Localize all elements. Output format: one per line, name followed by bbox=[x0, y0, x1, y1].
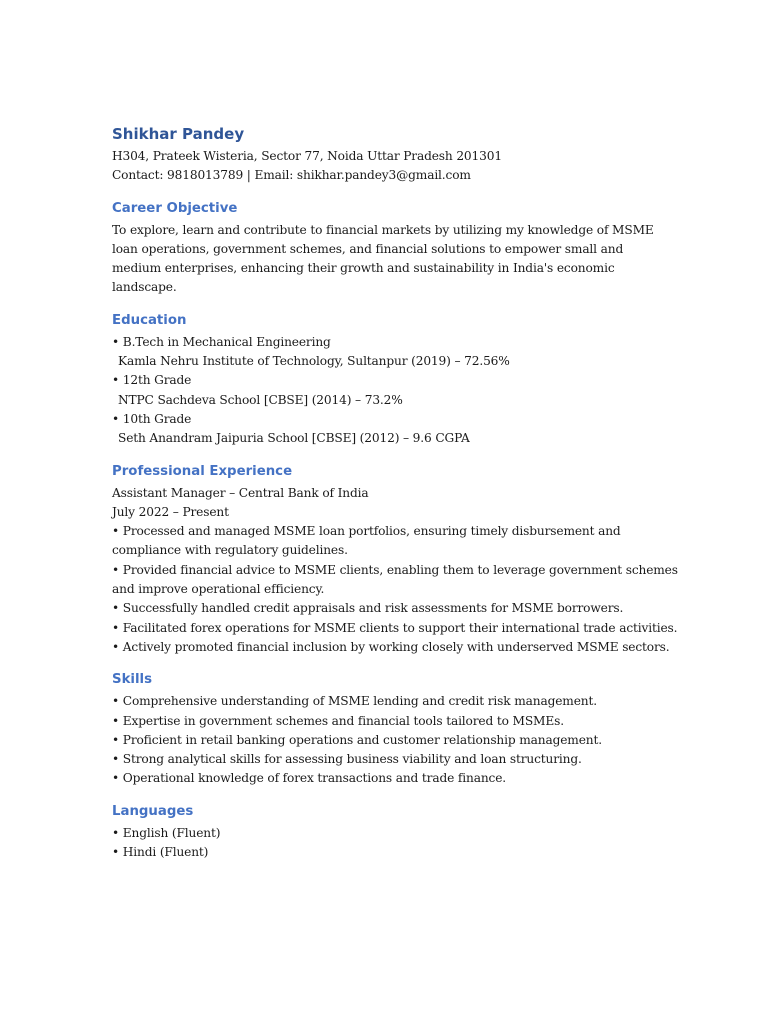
skills-section bbox=[112, 671, 672, 788]
career-objective-section bbox=[112, 200, 672, 298]
skill-item: • Strong analytical skills for assessing business viability and loan structuring. bbox=[112, 750, 672, 769]
experience-line: • Facilitated forex operations for MSME clients to support their international trade activities. bbox=[112, 619, 672, 638]
objective-line: To explore, learn and contribute to financial markets by utilizing my knowledge of MSME bbox=[112, 222, 654, 237]
career-objective-heading: Career Objective bbox=[112, 200, 238, 216]
objective-line: medium enterprises, enhancing their growth and sustainability in India's economic bbox=[112, 261, 615, 276]
job-role: Assistant Manager – Central Bank of India bbox=[112, 485, 369, 500]
experience-heading: Professional Experience bbox=[112, 463, 293, 479]
language-item: • Hindi (Fluent) bbox=[112, 843, 672, 862]
job-period: July 2022 – Present bbox=[112, 504, 229, 519]
candidate-name: Shikhar Pandey bbox=[112, 125, 245, 143]
education-item bbox=[112, 371, 672, 410]
experience-line: • Provided financial advice to MSME clients, enabling them to leverage government schemes bbox=[112, 561, 672, 580]
skill-item: • Comprehensive understanding of MSME lending and credit risk management. bbox=[112, 692, 672, 711]
experience-section bbox=[112, 463, 678, 658]
education-degree: • B.Tech in Mechanical Engineering bbox=[112, 333, 672, 352]
address: H304, Prateek Wisteria, Sector 77, Noida Uttar Pradesh 201301 bbox=[112, 149, 502, 163]
resume-page bbox=[112, 124, 678, 862]
experience-line: • Actively promoted financial inclusion by working closely with underserved MSME sectors. bbox=[112, 638, 672, 657]
experience-line: • Successfully handled credit appraisals and risk assessments for MSME borrowers. bbox=[112, 599, 672, 618]
education-degree: • 10th Grade bbox=[112, 410, 672, 429]
languages-heading: Languages bbox=[112, 803, 194, 819]
education-item bbox=[112, 333, 672, 372]
language-item: • English (Fluent) bbox=[112, 824, 672, 843]
skill-item: • Proficient in retail banking operations and customer relationship management. bbox=[112, 731, 672, 750]
education-heading: Education bbox=[112, 312, 187, 328]
languages-section bbox=[112, 803, 672, 863]
resume-header bbox=[112, 124, 672, 186]
education-degree: • 12th Grade bbox=[112, 371, 672, 390]
experience-line: compliance with regulatory guidelines. bbox=[112, 543, 348, 558]
education-section bbox=[112, 312, 672, 449]
experience-line: • Processed and managed MSME loan portfolios, ensuring timely disbursement and bbox=[112, 522, 672, 541]
objective-line: landscape. bbox=[112, 280, 177, 295]
education-detail: Seth Anandram Jaipuria School [CBSE] (2012) – 9.6 CGPA bbox=[118, 431, 470, 446]
objective-line: loan operations, government schemes, and financial solutions to empower small and bbox=[112, 241, 624, 256]
experience-line: and improve operational efficiency. bbox=[112, 582, 325, 597]
education-item bbox=[112, 410, 672, 449]
education-detail: Kamla Nehru Institute of Technology, Sultanpur (2019) – 72.56% bbox=[118, 354, 510, 369]
education-detail: NTPC Sachdeva School [CBSE] (2014) – 73.2% bbox=[118, 392, 403, 407]
contact-info: Contact: 9818013789 | Email: shikhar.pandey3@gmail.com bbox=[112, 168, 471, 183]
skill-item: • Operational knowledge of forex transactions and trade finance. bbox=[112, 769, 672, 788]
skill-item: • Expertise in government schemes and financial tools tailored to MSMEs. bbox=[112, 712, 672, 731]
skills-heading: Skills bbox=[112, 672, 153, 688]
